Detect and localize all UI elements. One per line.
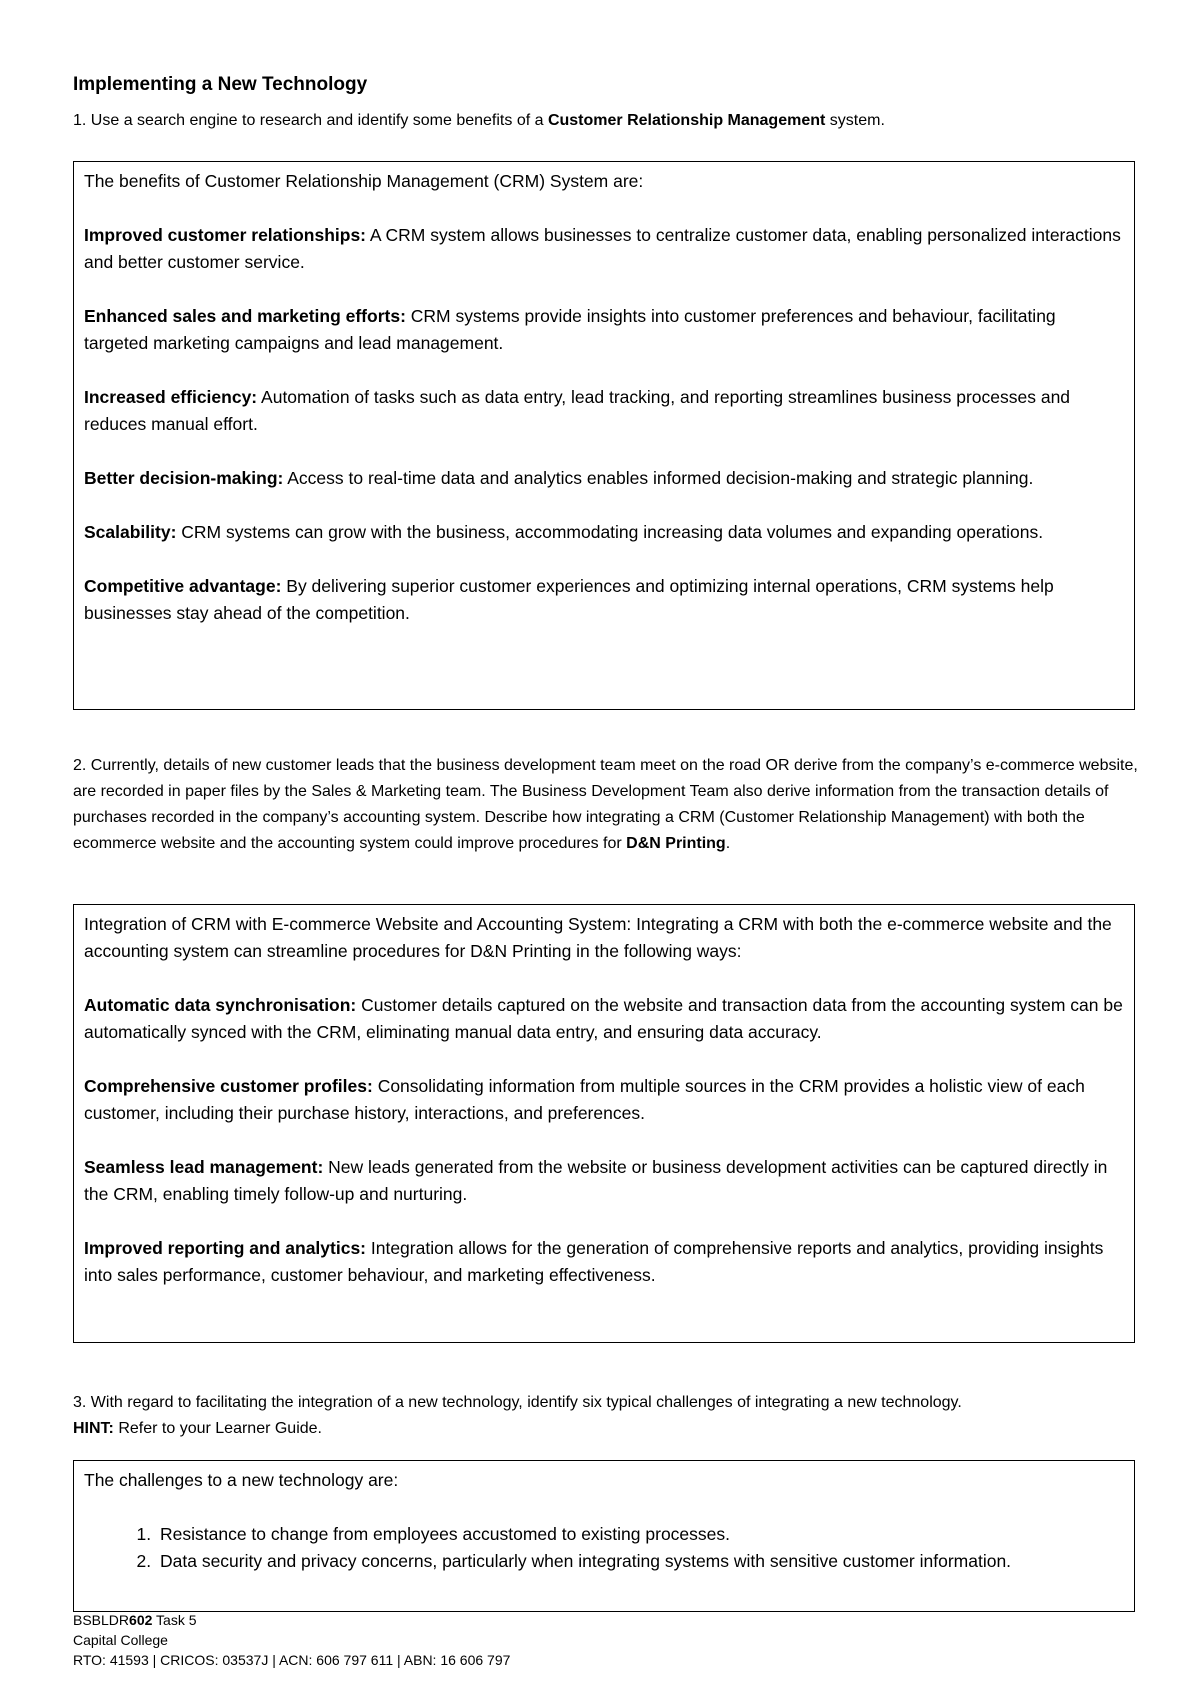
page-title: Implementing a New Technology <box>73 74 368 95</box>
benefit-term: Enhanced sales and marketing efforts: <box>84 306 406 326</box>
question-3-text: 3. With regard to facilitating the integration of a new technology, identify six typical challenges of integrating a new technology. <box>73 1394 962 1411</box>
hint-text: Refer to your Learner Guide. <box>113 1420 322 1437</box>
benefit-item <box>84 384 1124 438</box>
question-2 <box>73 753 1143 857</box>
footer-course-code <box>73 1610 510 1630</box>
benefit-text: CRM systems can grow with the business, accommodating increasing data volumes and expanding operations. <box>176 522 1044 542</box>
answer-box-1 <box>73 161 1135 710</box>
benefit-text: Automation of tasks such as data entry, lead tracking, and reporting streamlines business processes and reduces manual effort. <box>84 387 1071 434</box>
benefit-item <box>84 303 1124 357</box>
footer-college: Capital College <box>73 1632 168 1648</box>
answer-3-intro: The challenges to a new technology are: <box>84 1470 399 1490</box>
integration-term: Improved reporting and analytics: <box>84 1238 366 1258</box>
integration-item <box>84 1154 1124 1208</box>
answer-box-3 <box>73 1460 1135 1612</box>
hint-label: HINT: <box>73 1420 114 1437</box>
benefit-term: Competitive advantage: <box>84 576 282 596</box>
question-1-suffix: system. <box>825 112 885 129</box>
answer-2-intro: Integration of CRM with E-commerce Website and Accounting System: Integrating a CRM with both the e-commerce website and the accounting system can streamline procedures for D&N Printing in the following ways: <box>84 914 1112 961</box>
benefit-item <box>84 519 1124 546</box>
question-2-text: 2. Currently, details of new customer leads that the business development team meet on the road OR derive from the company’s e-commerce website, are recorded in paper files by the Sales & Marketing team. The Business Development Team also derive information from the transaction details of purchases recorded in the company’s accounting system. Describe how integrating a CRM (Customer Relationship Management) with both the ecommerce website and the accounting system could improve procedures for <box>73 757 1138 852</box>
benefit-term: Improved customer relationships: <box>84 225 367 245</box>
integration-item <box>84 1235 1124 1289</box>
benefit-item <box>84 465 1124 492</box>
integration-text: New leads generated from the website or business development activities can be captured directly in the CRM, enabling timely follow-up and nurturing. <box>84 1157 1108 1204</box>
question-2-suffix: . <box>725 835 731 852</box>
integration-term: Seamless lead management: <box>84 1157 324 1177</box>
integration-term: Automatic data synchronisation: <box>84 995 357 1015</box>
integration-text: Consolidating information from multiple sources in the CRM provides a holistic view of each customer, including their purchase history, interactions, and preferences. <box>84 1076 1085 1123</box>
benefit-term: Increased efficiency: <box>84 387 258 407</box>
integration-term: Comprehensive customer profiles: <box>84 1076 373 1096</box>
answer-1-intro: The benefits of Customer Relationship Management (CRM) System are: <box>84 171 644 191</box>
question-1-text: 1. Use a search engine to research and identify some benefits of a <box>73 112 548 129</box>
footer-code-bold: 602 <box>129 1612 153 1628</box>
integration-text: Integration allows for the generation of comprehensive reports and analytics, providing insights into sales performance, customer behaviour, and marketing effectiveness. <box>84 1238 1104 1285</box>
integration-item <box>84 992 1124 1046</box>
benefit-item <box>84 222 1124 276</box>
list-item: 2. Data security and privacy concerns, particularly when integrating systems with sensitive customer information. <box>156 1548 1124 1575</box>
benefit-item <box>84 573 1124 627</box>
question-2-bold: D&N Printing <box>626 835 726 852</box>
footer-code-suffix: Task 5 <box>152 1612 197 1628</box>
benefit-text: CRM systems provide insights into customer preferences and behaviour, facilitating targeted marketing campaigns and lead management. <box>84 306 1056 353</box>
benefit-text: By delivering superior customer experiences and optimizing internal operations, CRM systems help businesses stay ahead of the competition. <box>84 576 1054 623</box>
benefit-text: A CRM system allows businesses to centralize customer data, enabling personalized interactions and better customer service. <box>84 225 1121 272</box>
benefit-term: Scalability: <box>84 522 177 542</box>
page-footer <box>73 1610 510 1670</box>
benefit-term: Better decision-making: <box>84 468 284 488</box>
list-item: 1. Resistance to change from employees accustomed to existing processes. <box>156 1521 1124 1548</box>
footer-ids: RTO: 41593 | CRICOS: 03537J | ACN: 606 797 611 | ABN: 16 606 797 <box>73 1652 511 1668</box>
benefit-text: Access to real-time data and analytics enables informed decision-making and strategic planning. <box>283 468 1034 488</box>
footer-code-prefix: BSBLDR <box>73 1612 130 1628</box>
question-1 <box>73 108 1143 134</box>
integration-text: Customer details captured on the website and transaction data from the accounting system can be automatically synced with the CRM, eliminating manual data entry, and ensuring data accuracy. <box>84 995 1123 1042</box>
challenges-list <box>84 1521 1124 1575</box>
question-3 <box>73 1390 1173 1442</box>
integration-item <box>84 1073 1124 1127</box>
question-1-bold: Customer Relationship Management <box>547 112 826 129</box>
answer-box-2 <box>73 904 1135 1343</box>
